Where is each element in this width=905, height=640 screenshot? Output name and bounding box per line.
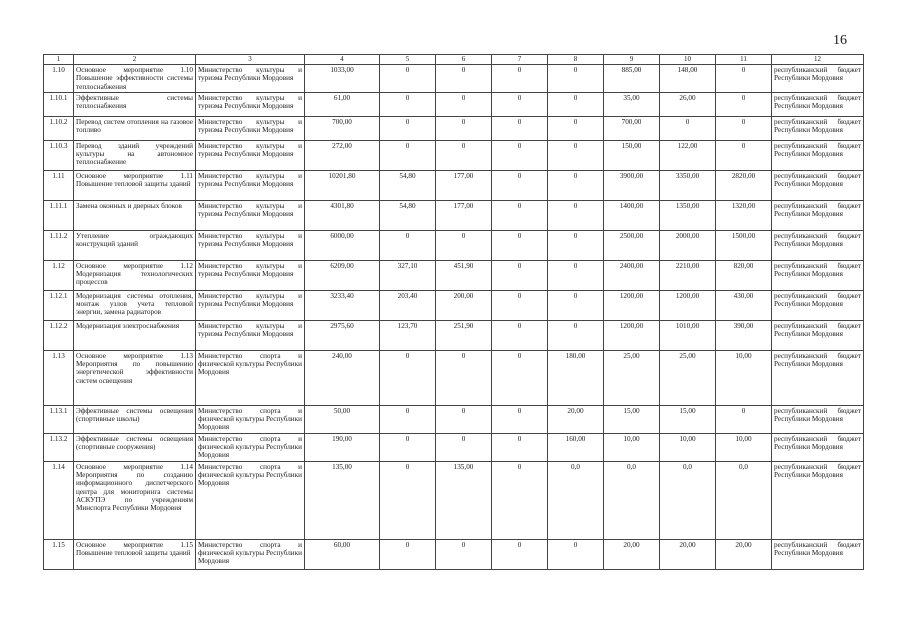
responsible-executor: Министерство культуры и туризма Республики Мордовия	[196, 116, 305, 140]
activity-name: Основное мероприятие 1.11 Повышение тепловой защиты зданий	[74, 170, 196, 200]
row-index: 1.11.1	[44, 200, 74, 230]
funding-source: республиканский бюджет Республики Мордовия	[772, 200, 864, 230]
table-row	[44, 290, 864, 320]
table-row	[44, 320, 864, 350]
amount-col-9: 1200,00	[604, 290, 660, 320]
amount-col-11: 1500,00	[716, 230, 772, 260]
amount-col-11: 1320,00	[716, 200, 772, 230]
amount-col-10: 0	[660, 116, 716, 140]
amount-col-11: 20,00	[716, 539, 772, 569]
amount-col-8: 0	[548, 539, 604, 569]
amount-col-9: 1400,00	[604, 200, 660, 230]
row-index: 1.13.1	[44, 405, 74, 433]
amount-col-11: 0	[716, 140, 772, 170]
activity-name: Утепление ограждающих конструкций зданий	[74, 230, 196, 260]
amount-col-8: 0	[548, 65, 604, 93]
amount-col-5: 0	[380, 433, 436, 461]
activity-name: Основное мероприятие 1.15 Повышение тепловой защиты зданий	[74, 539, 196, 569]
row-index: 1.10.3	[44, 140, 74, 170]
amount-col-10: 1010,00	[660, 320, 716, 350]
responsible-executor: Министерство культуры и туризма Республики Мордовия	[196, 65, 305, 93]
amount-col-11: 0	[716, 405, 772, 433]
activity-name: Эффективные системы теплоснабжения	[74, 92, 196, 116]
amount-col-5: 0	[380, 92, 436, 116]
responsible-executor: Министерство культуры и туризма Республики Мордовия	[196, 230, 305, 260]
amount-col-8: 0	[548, 230, 604, 260]
amount-col-7: 0	[492, 140, 548, 170]
row-index: 1.10.1	[44, 92, 74, 116]
activity-name: Модернизация электроснабжения	[74, 320, 196, 350]
amount-col-5: 0	[380, 230, 436, 260]
amount-col-9: 2500,00	[604, 230, 660, 260]
amount-col-10: 1350,00	[660, 200, 716, 230]
amount-col-7: 0	[492, 350, 548, 405]
responsible-executor: Министерство спорта и физической культуры Республики Мордовия	[196, 461, 305, 539]
amount-col-7: 0	[492, 290, 548, 320]
amount-col-10: 0,0	[660, 461, 716, 539]
total-amount: 700,00	[305, 116, 380, 140]
amount-col-8: 0	[548, 260, 604, 290]
responsible-executor: Министерство культуры и туризма Республики Мордовия	[196, 260, 305, 290]
column-header-7: 7	[492, 55, 548, 65]
funding-source: республиканский бюджет Республики Мордовия	[772, 405, 864, 433]
row-index: 1.13	[44, 350, 74, 405]
amount-col-7: 0	[492, 461, 548, 539]
funding-source: республиканский бюджет Республики Мордовия	[772, 116, 864, 140]
amount-col-11: 820,00	[716, 260, 772, 290]
column-header-6: 6	[436, 55, 492, 65]
total-amount: 1033,00	[305, 65, 380, 93]
funding-source: республиканский бюджет Республики Мордовия	[772, 350, 864, 405]
amount-col-5: 0	[380, 539, 436, 569]
table-row	[44, 461, 864, 539]
responsible-executor: Министерство культуры и туризма Республики Мордовия	[196, 92, 305, 116]
amount-col-8: 180,00	[548, 350, 604, 405]
amount-col-6: 177,00	[436, 170, 492, 200]
amount-col-9: 3900,00	[604, 170, 660, 200]
responsible-executor: Министерство культуры и туризма Республики Мордовия	[196, 200, 305, 230]
amount-col-10: 10,00	[660, 433, 716, 461]
amount-col-6: 0	[436, 116, 492, 140]
row-index: 1.11	[44, 170, 74, 200]
amount-col-5: 54,80	[380, 200, 436, 230]
amount-col-5: 0	[380, 461, 436, 539]
amount-col-8: 0	[548, 92, 604, 116]
amount-col-7: 0	[492, 433, 548, 461]
column-header-5: 5	[380, 55, 436, 65]
column-header-10: 10	[660, 55, 716, 65]
amount-col-6: 135,00	[436, 461, 492, 539]
funding-source: республиканский бюджет Республики Мордовия	[772, 65, 864, 93]
amount-col-6: 251,90	[436, 320, 492, 350]
column-header-12: 12	[772, 55, 864, 65]
activity-name: Эффективные системы освещения (спортивные сооружения)	[74, 433, 196, 461]
amount-col-9: 20,00	[604, 539, 660, 569]
amount-col-11: 390,00	[716, 320, 772, 350]
amount-col-10: 20,00	[660, 539, 716, 569]
amount-col-7: 0	[492, 405, 548, 433]
amount-col-11: 10,00	[716, 350, 772, 405]
amount-col-5: 0	[380, 116, 436, 140]
amount-col-8: 0,0	[548, 461, 604, 539]
row-index: 1.11.2	[44, 230, 74, 260]
row-index: 1.12.2	[44, 320, 74, 350]
row-index: 1.10	[44, 65, 74, 93]
table-row	[44, 405, 864, 433]
table-row	[44, 350, 864, 405]
amount-col-9: 25,00	[604, 350, 660, 405]
activity-name: Модернизация системы отопления, монтаж узлов учета тепловой энергии, замена радиаторов	[74, 290, 196, 320]
amount-col-5: 0	[380, 140, 436, 170]
table-row	[44, 230, 864, 260]
amount-col-9: 1200,00	[604, 320, 660, 350]
total-amount: 60,00	[305, 539, 380, 569]
amount-col-8: 160,00	[548, 433, 604, 461]
amount-col-10: 2210,00	[660, 260, 716, 290]
table-row	[44, 170, 864, 200]
amount-col-8: 0	[548, 170, 604, 200]
funding-source: республиканский бюджет Республики Мордовия	[772, 92, 864, 116]
amount-col-10: 25,00	[660, 350, 716, 405]
total-amount: 190,00	[305, 433, 380, 461]
amount-col-5: 54,80	[380, 170, 436, 200]
amount-col-6: 0	[436, 350, 492, 405]
table-row	[44, 260, 864, 290]
amount-col-7: 0	[492, 92, 548, 116]
total-amount: 135,00	[305, 461, 380, 539]
page-number: 16	[833, 33, 847, 48]
header-row	[44, 55, 864, 65]
funding-source: республиканский бюджет Республики Мордовия	[772, 461, 864, 539]
funding-source: республиканский бюджет Республики Мордовия	[772, 170, 864, 200]
amount-col-10: 148,00	[660, 65, 716, 93]
table-row	[44, 200, 864, 230]
column-header-8: 8	[548, 55, 604, 65]
amount-col-6: 0	[436, 230, 492, 260]
table-row	[44, 539, 864, 569]
amount-col-7: 0	[492, 230, 548, 260]
row-index: 1.13.2	[44, 433, 74, 461]
activity-name: Основное мероприятие 1.14 Мероприятия по созданию информационного диспетчерского центра для мониторинга системы АСКУПЭ по учреждениям Минспорта Республики Мордовия	[74, 461, 196, 539]
amount-col-10: 3350,00	[660, 170, 716, 200]
responsible-executor: Министерство культуры и туризма Республики Мордовия	[196, 290, 305, 320]
amount-col-6: 0	[436, 65, 492, 93]
amount-col-6: 0	[436, 92, 492, 116]
responsible-executor: Министерство спорта и физической культуры Республики Мордовия	[196, 350, 305, 405]
program-table	[43, 54, 864, 570]
activity-name: Перевод зданий учреждений культуры на автономное теплоснабжение	[74, 140, 196, 170]
activity-name: Замена оконных и дверных блоков	[74, 200, 196, 230]
amount-col-5: 0	[380, 65, 436, 93]
amount-col-6: 200,00	[436, 290, 492, 320]
amount-col-6: 0	[436, 539, 492, 569]
row-index: 1.12.1	[44, 290, 74, 320]
amount-col-7: 0	[492, 320, 548, 350]
funding-source: республиканский бюджет Республики Мордовия	[772, 290, 864, 320]
activity-name: Основное мероприятие 1.12 Модернизация технологических процессов	[74, 260, 196, 290]
amount-col-5: 327,10	[380, 260, 436, 290]
funding-source: республиканский бюджет Республики Мордовия	[772, 539, 864, 569]
amount-col-5: 123,70	[380, 320, 436, 350]
amount-col-9: 0,0	[604, 461, 660, 539]
amount-col-10: 2000,00	[660, 230, 716, 260]
activity-name: Эффективные системы освещения (спортивные школы)	[74, 405, 196, 433]
total-amount: 50,00	[305, 405, 380, 433]
total-amount: 2975,60	[305, 320, 380, 350]
amount-col-9: 150,00	[604, 140, 660, 170]
amount-col-6: 0	[436, 140, 492, 170]
amount-col-11: 10,00	[716, 433, 772, 461]
funding-source: республиканский бюджет Республики Мордовия	[772, 320, 864, 350]
amount-col-9: 15,00	[604, 405, 660, 433]
amount-col-9: 2400,00	[604, 260, 660, 290]
table-row	[44, 140, 864, 170]
column-header-2: 2	[74, 55, 196, 65]
amount-col-9: 10,00	[604, 433, 660, 461]
total-amount: 6000,00	[305, 230, 380, 260]
amount-col-6: 451,90	[436, 260, 492, 290]
amount-col-11: 0	[716, 92, 772, 116]
amount-col-10: 122,00	[660, 140, 716, 170]
total-amount: 240,00	[305, 350, 380, 405]
amount-col-7: 0	[492, 65, 548, 93]
total-amount: 3233,40	[305, 290, 380, 320]
amount-col-8: 0	[548, 116, 604, 140]
activity-name: Основное мероприятие 1.10 Повышение эффективности системы теплоснабжения	[74, 65, 196, 93]
total-amount: 272,00	[305, 140, 380, 170]
row-index: 1.10.2	[44, 116, 74, 140]
funding-source: республиканский бюджет Республики Мордовия	[772, 140, 864, 170]
amount-col-7: 0	[492, 116, 548, 140]
amount-col-6: 0	[436, 433, 492, 461]
amount-col-10: 15,00	[660, 405, 716, 433]
amount-col-11: 430,00	[716, 290, 772, 320]
total-amount: 10201,80	[305, 170, 380, 200]
table-row	[44, 433, 864, 461]
amount-col-7: 0	[492, 539, 548, 569]
funding-source: республиканский бюджет Республики Мордовия	[772, 230, 864, 260]
responsible-executor: Министерство спорта и физической культуры Республики Мордовия	[196, 539, 305, 569]
total-amount: 4301,80	[305, 200, 380, 230]
activity-name: Основное мероприятие 1.13 Мероприятия по повышению энергетической эффективности систем освещения	[74, 350, 196, 405]
row-index: 1.14	[44, 461, 74, 539]
amount-col-11: 2820,00	[716, 170, 772, 200]
column-header-11: 11	[716, 55, 772, 65]
amount-col-8: 0	[548, 140, 604, 170]
table-row	[44, 116, 864, 140]
amount-col-8: 0	[548, 290, 604, 320]
amount-col-7: 0	[492, 170, 548, 200]
amount-col-6: 0	[436, 405, 492, 433]
table-row	[44, 65, 864, 93]
amount-col-6: 177,00	[436, 200, 492, 230]
amount-col-8: 20,00	[548, 405, 604, 433]
row-index: 1.15	[44, 539, 74, 569]
column-header-4: 4	[305, 55, 380, 65]
table-row	[44, 92, 864, 116]
amount-col-5: 203,40	[380, 290, 436, 320]
responsible-executor: Министерство спорта и физической культуры Республики Мордовия	[196, 433, 305, 461]
total-amount: 6209,00	[305, 260, 380, 290]
column-header-1: 1	[44, 55, 74, 65]
amount-col-10: 1200,00	[660, 290, 716, 320]
amount-col-8: 0	[548, 200, 604, 230]
amount-col-11: 0,0	[716, 461, 772, 539]
total-amount: 61,00	[305, 92, 380, 116]
amount-col-9: 700,00	[604, 116, 660, 140]
amount-col-11: 0	[716, 116, 772, 140]
amount-col-10: 26,00	[660, 92, 716, 116]
column-header-9: 9	[604, 55, 660, 65]
amount-col-11: 0	[716, 65, 772, 93]
responsible-executor: Министерство культуры и туризма Республики Мордовия	[196, 140, 305, 170]
row-index: 1.12	[44, 260, 74, 290]
amount-col-5: 0	[380, 405, 436, 433]
amount-col-8: 0	[548, 320, 604, 350]
amount-col-9: 885,00	[604, 65, 660, 93]
funding-source: республиканский бюджет Республики Мордовия	[772, 433, 864, 461]
amount-col-9: 35,00	[604, 92, 660, 116]
amount-col-7: 0	[492, 200, 548, 230]
amount-col-5: 0	[380, 350, 436, 405]
responsible-executor: Министерство культуры и туризма Республики Мордовия	[196, 170, 305, 200]
funding-source: республиканский бюджет Республики Мордовия	[772, 260, 864, 290]
activity-name: Перевод систем отопления на газовое топливо	[74, 116, 196, 140]
responsible-executor: Министерство культуры и туризма Республики Мордовия	[196, 320, 305, 350]
column-header-3: 3	[196, 55, 305, 65]
amount-col-7: 0	[492, 260, 548, 290]
responsible-executor: Министерство спорта и физической культуры Республики Мордовия	[196, 405, 305, 433]
